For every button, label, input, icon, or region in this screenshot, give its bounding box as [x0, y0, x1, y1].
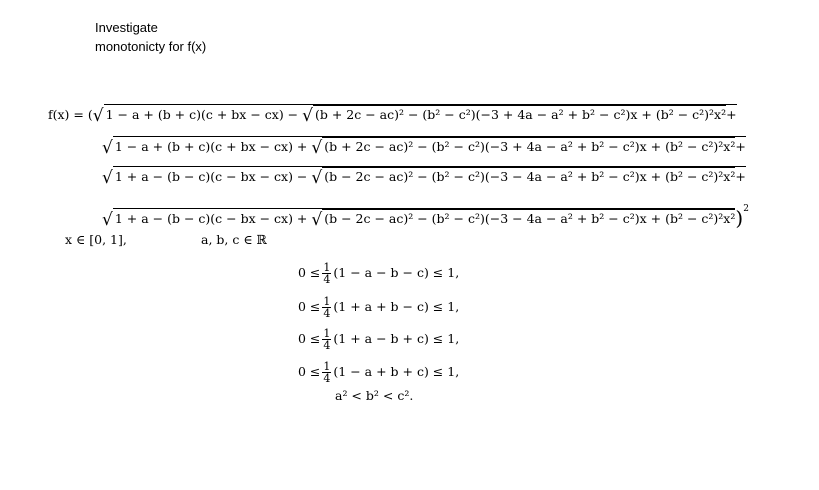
- constraint-3: [298, 328, 459, 351]
- function-row-4: [102, 198, 749, 230]
- row2-inner-radical: (b + 2c − ac)² − (b² − c²)(−3 + 4a − a² + b² − c²)x + (b² − c²)²x²: [324, 139, 736, 154]
- one-quarter-fraction: $\frac{1}{4}$: [323, 360, 331, 385]
- x-domain: x ∈ [0, 1],: [65, 232, 127, 247]
- constraint-4: [298, 361, 459, 384]
- constraint-left: 0 ≤: [298, 364, 321, 379]
- row3-inner-radical: (b − 2c − ac)² − (b² − c²)(−3 − 4a − a² + b² − c²)x + (b² − c²)²x²: [324, 169, 736, 184]
- sqrt-icon: √: [92, 106, 104, 126]
- one-quarter-fraction: $\frac{1}{4}$: [323, 327, 331, 352]
- row1-end: +: [726, 107, 737, 122]
- constraint-right: (1 − a − b − c) ≤ 1,: [333, 265, 460, 280]
- sqrt-icon: √: [311, 168, 323, 188]
- sqrt-icon: √: [311, 210, 323, 230]
- row4-term-a: 1 + a − (b − c)(c − bx − cx) +: [114, 211, 312, 226]
- sqrt-icon: √: [102, 138, 113, 158]
- constraint-2: [298, 296, 459, 319]
- sqrt-icon: √: [311, 138, 323, 158]
- constraint-left: 0 ≤: [298, 265, 321, 280]
- sqrt-icon: √: [102, 168, 113, 188]
- constraint-right: (1 − a + b + c) ≤ 1,: [333, 364, 460, 379]
- row1-inner-radical: (b + 2c − ac)² − (b² − c²)(−3 + 4a − a² + b² − c²)x + (b² − c²)²x²: [314, 107, 727, 122]
- row3-term-a: 1 + a − (b − c)(c − bx − cx) −: [114, 169, 312, 184]
- function-row-3: [102, 166, 746, 188]
- row4-close-paren: ): [735, 206, 744, 230]
- constraint-ordering: a² < b² < c².: [335, 388, 414, 403]
- abc-domain: a, b, c ∈ ℝ: [201, 232, 267, 247]
- row4-inner-radical: (b − 2c − ac)² − (b² − c²)(−3 − 4a − a² + b² − c²)x + (b² − c²)²x²: [324, 211, 736, 226]
- row3-end: +: [735, 169, 746, 184]
- one-quarter-fraction: $\frac{1}{4}$: [323, 261, 331, 286]
- row2-end: +: [735, 139, 746, 154]
- constraint-left: 0 ≤: [298, 331, 321, 346]
- note-line-2: monotonicty for f(x): [95, 39, 207, 54]
- one-quarter-fraction: $\frac{1}{4}$: [323, 295, 331, 320]
- constraint-left: 0 ≤: [298, 299, 321, 314]
- row2-term-a: 1 − a + (b + c)(c + bx − cx) +: [114, 139, 312, 154]
- function-row-1: [48, 104, 737, 126]
- sqrt-icon: √: [102, 210, 113, 230]
- sqrt-icon: √: [302, 106, 313, 126]
- constraint-right: (1 + a − b + c) ≤ 1,: [333, 331, 460, 346]
- function-row-2: [102, 136, 746, 158]
- row1-term-a: 1 − a + (b + c)(c + bx − cx) −: [105, 107, 303, 122]
- exponent: 2: [743, 204, 749, 214]
- constraint-1: [298, 262, 459, 285]
- note-line-1: Investigate: [95, 20, 158, 35]
- constraint-right: (1 + a + b − c) ≤ 1,: [333, 299, 460, 314]
- function-lhs: f(x) = (: [48, 107, 93, 122]
- problem-note: [95, 18, 206, 56]
